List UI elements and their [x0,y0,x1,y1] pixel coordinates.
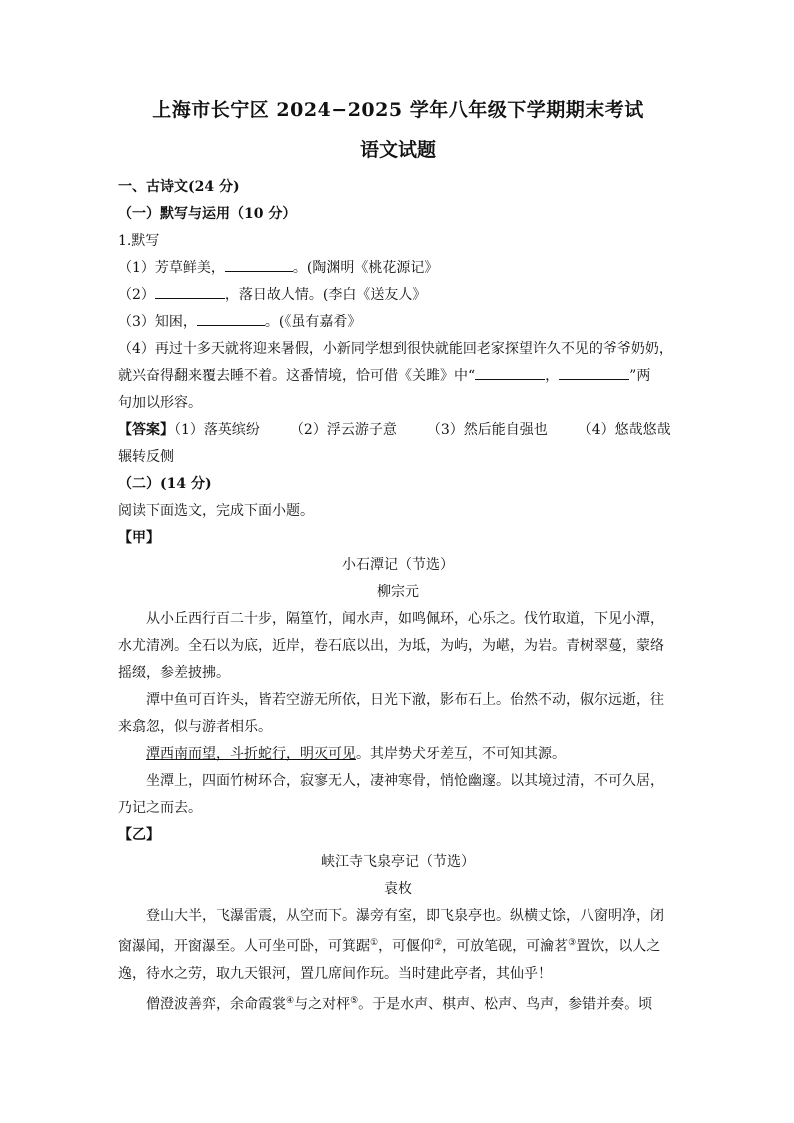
question-item-4-line1: （4）再过十多天就将迎来暑假，小新同学想到很快就能回老家探望许久不见的爷爷奶奶， [118,341,673,357]
question-item-2: （2） ，落日故人情。(李白《送友人》 [118,282,678,309]
passage-jia-p4-l1: 坐潭上，四面竹树环合，寂寥无人，凄神寒骨，悄怆幽邃。以其境过清，不可久居， [146,773,664,789]
part1-heading: （一）默写与运用（10 分） [118,206,297,222]
footnote-marker: ① [370,938,379,948]
footnote-marker: ⑤ [350,995,359,1006]
passage-jia-author: 柳宗元 [377,584,419,600]
exam-title: 上海市长宁区 2024−2025 学年八年级下学期期末考试 [152,99,644,121]
question-label: 1.默写 [118,233,160,249]
answer-label: 【答案】 [118,422,174,438]
section-heading: 一、古诗文(24 分) [118,179,240,195]
answer-line: 【答案】（1）落英缤纷 （2）浮云游子意 （3）然后能自强也 （4）悠哉悠哉 [118,422,671,438]
passage-jia-p1-l2: 水尤清冽。全石以为底，近岸，卷石底以出，为坻，为屿，为嵁，为岩。青树翠蔓，蒙络 [118,638,664,654]
question-item-4-line2: 就兴奋得翻来覆去睡不着。这番情境，恰可借《关雎》中“ ， ”两 [118,363,678,390]
passage-yi-p1-l2: 窗瀑闻，开窗瀑至。人可坐可卧，可箕踞①，可偃仰②，可放笔砚，可瀹茗③置饮，以人之 [118,938,661,955]
answer-line-cont: 辗转反侧 [118,449,174,465]
footnote-marker: ③ [568,938,577,948]
passage-jia-p2-l2: 来翕忽，似与游者相乐。 [118,719,272,735]
answer-blank [155,284,225,299]
exam-subtitle: 语文试题 [359,139,436,161]
passage-jia-p2-l1: 潭中鱼可百许头，皆若空游无所依，日光下澈，影布石上。佁然不动，俶尔远逝，往 [146,692,664,708]
passage-yi-p2-l1: 僧澄波善弈，余命霞裳④与之对枰⑤。于是水声、棋声、松声、鸟声，参错并奏。顷 [146,995,653,1013]
document-page [118,96,678,1018]
passage-jia-p1-l1: 从小丘西行百二十步，隔篁竹，闻水声，如鸣佩环，心乐之。伐竹取道，下见小潭， [146,611,664,627]
passage-yi-title: 峡江寺飞泉亭记（节选） [321,854,475,870]
passage-yi-p1-l1: 登山大半，飞瀑雷震，从空而下。瀑旁有室，即飞泉亭也。纵横丈馀，八窗明净，闭 [146,908,664,924]
footnote-marker: ④ [286,995,295,1006]
answer-blank [475,365,545,380]
passage-yi-author: 袁枚 [384,881,412,897]
reading-instruction: 阅读下面选文，完成下面小题。 [118,503,314,519]
answer-blank [225,257,293,272]
part2-heading: （二）(14 分) [118,476,212,492]
question-item-4-line3: 句加以形容。 [118,395,202,411]
footnote-marker: ② [434,938,443,948]
answer-blank [197,311,265,326]
question-item-1: （1）芳草鲜美， 。(陶渊明《桃花源记》 [118,255,678,282]
passage-jia-title: 小石潭记（节选） [342,557,454,573]
passage-jia-label: 【甲】 [118,530,160,546]
passage-jia-p4-l2: 乃记之而去。 [118,800,202,816]
answer-blank [559,365,629,380]
underlined-sentence: 潭西南而望，斗折蛇行，明灭可见 [146,746,356,762]
passage-yi-label: 【乙】 [118,827,160,843]
passage-jia-p3: 潭西南而望，斗折蛇行，明灭可见。其岸势犬牙差互，不可知其源。 [146,746,566,762]
passage-yi-p1-l3: 逸，待水之劳，取九天银河，置几席间作玩。当时建此亭者，其仙乎！ [118,965,552,982]
question-item-3: （3）知困， 。(《虽有嘉肴》 [118,309,678,336]
passage-jia-p1-l3: 摇缀，参差披拂。 [118,665,230,681]
